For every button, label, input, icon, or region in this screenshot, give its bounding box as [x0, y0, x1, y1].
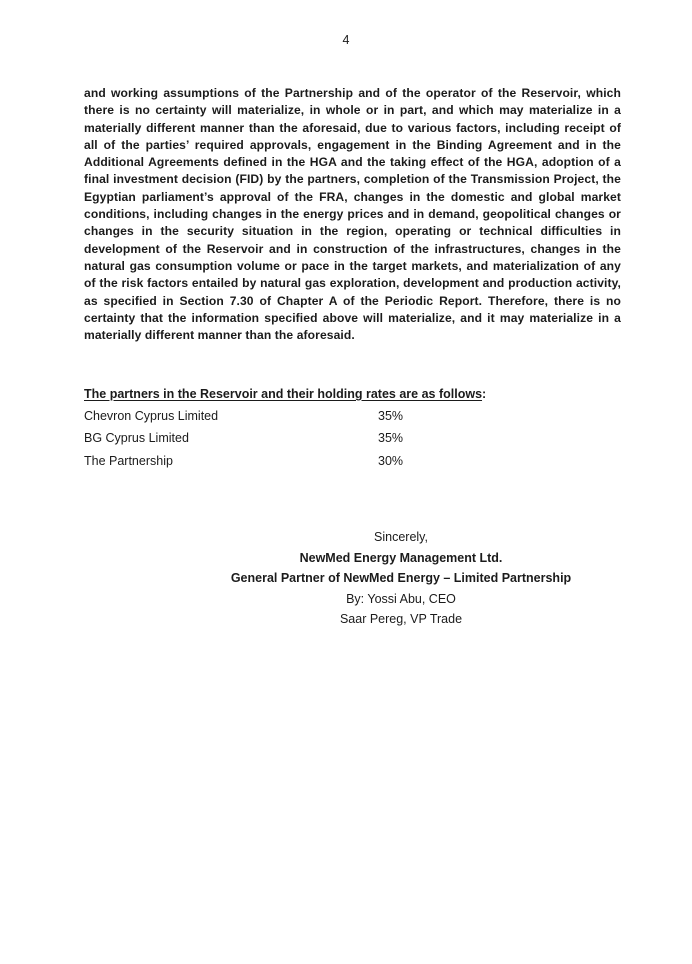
partner-rate: 30%: [378, 453, 404, 468]
signature-block: [151, 527, 651, 630]
partners-heading-colon: :: [482, 387, 487, 401]
partner-row: [84, 454, 621, 476]
partners-heading-text: The partners in the Reservoir and their holding rates are as follows: [84, 387, 483, 401]
signature-general-partner-line: General Partner of NewMed Energy – Limited Partnership: [230, 571, 572, 586]
partner-name: BG Cyprus Limited: [84, 431, 189, 446]
signature-salutation: Sincerely,: [374, 530, 428, 544]
partner-row: [84, 431, 621, 453]
signature-company-name: NewMed Energy Management Ltd.: [299, 550, 503, 565]
page-number: 4: [342, 33, 350, 47]
forward-looking-statement-paragraph: and working assumptions of the Partnership and of the operator of the Reservoir, which there is no certainty will materialize, in whole or in part, and which may materialize in a materially different manner than the aforesaid, due to various factors, including receipt of all of the parties’ required approvals, engagement in the Binding Agreement and in the Additional Agreements defined in the HGA and the taking effect of the HGA, adoption of a final investment decision (FID) by the partners, completion of the Transmission Project, the Egyptian parliament’s approval of the FRA, changes in the domestic and global market conditions, including changes in the energy prices and in demand, geopolitical changes or changes in the security situation in the region, operating or technical difficulties in development of the Reservoir and in construction of the infrastructures, changes in the natural gas consumption volume or pace in the target markets, and materialization of any of the risk factors entailed by natural gas exploration, development and production activity, as specified in Section 7.30 of Chapter A of the Periodic Report. Therefore, there is no certainty that the information specified above will materialize, and it may materialize in a materially different manner than the aforesaid.: [84, 86, 621, 343]
partner-row: [84, 409, 621, 431]
signature-signer-ceo: By: Yossi Abu, CEO: [346, 591, 456, 606]
partner-name: Chevron Cyprus Limited: [84, 409, 219, 423]
partners-heading: [84, 386, 621, 402]
partner-rate: 35%: [378, 431, 404, 446]
partner-rate: 35%: [378, 409, 404, 423]
partners-section: [84, 386, 621, 476]
partner-name: The Partnership: [84, 453, 173, 468]
partners-table: [84, 409, 621, 476]
signature-signer-vp-trade: Saar Pereg, VP Trade: [339, 612, 463, 627]
